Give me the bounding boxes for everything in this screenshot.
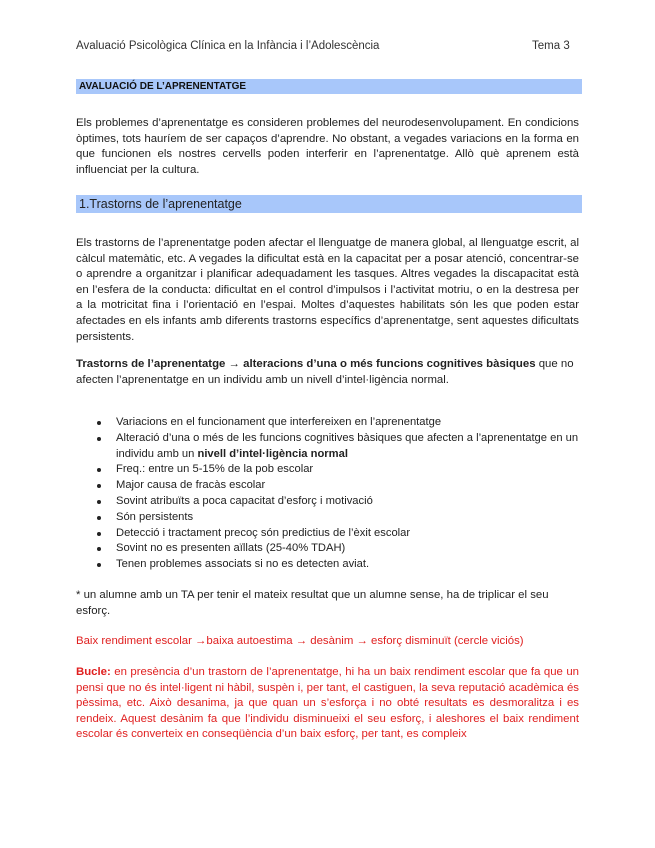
definition-paragraph xyxy=(76,357,579,388)
list-item: Tenen problemes associats si no es detecten aviat. xyxy=(116,557,616,573)
description-paragraph: Els trastorns de l’aprenentatge poden afectar el llenguatge de manera global, al llenguatge escrit, al càlcul matemàtic, etc. A vegades la dificultat està en la capacitat per a posar atenció, concentrar-se o aprendre a organitzar i planificar adequadament les tasques. Altres vegades la discapacitat està en l’esfera de la conducta: dificultat en el control d’impulsos i l’activitat motriu, o en la destresa per a la motricitat fina i l’orientació en l’espai. Moltes d’aquestes habilitats són les que poden estar afectades en els infants amb diferents trastorns específics d’aprenentatge, sent aquestes dificultats persistents. xyxy=(76,237,579,343)
header-topic: Tema 3 xyxy=(532,40,570,52)
list-item: Variacions en el funcionament que interfereixen en l’aprenentatge xyxy=(116,415,616,431)
list-item: Major causa de fracàs escolar xyxy=(116,478,616,494)
list-item: Sovint no es presenten aïllats (25-40% TDAH) xyxy=(116,541,616,557)
cycle-paragraph: Baix rendiment escolar →baixa autoestima → desànim → esforç disminuït (cercle viciós) xyxy=(76,635,524,647)
list-item: Sovint atribuïts a poca capacitat d’esforç i motivació xyxy=(116,494,616,510)
list-item: Alteració d’una o més de les funcions cognitives bàsiques que afecten a l’aprenentatge en un individu amb un nivell d’intel·ligència normal xyxy=(116,431,616,463)
subsection-title: 1.Trastorns de l’aprenentatge xyxy=(76,195,582,213)
definition-rest: que no afecten l’aprenentatge en un individu amb un nivell d’intel·ligència normal. xyxy=(76,358,574,386)
list-item: Freq.: entre un 5-15% de la pob escolar xyxy=(116,462,616,478)
list-item: Són persistents xyxy=(116,510,616,526)
section-title: AVALUACIÓ DE L’APRENENTATGE xyxy=(76,79,582,94)
bullet-list xyxy=(76,415,616,573)
intro-paragraph: Els problemes d’aprenentatge es consideren problemes del neurodesenvolupament. En condicions òptimes, tots hauríem de ser capaços d’aprendre. No obstant, a vegades variacions en la forma en que funcionen els nostres cervells poden interferir en l’aprenentatge. Allò què aprenem està influenciat per la cultura. xyxy=(76,117,579,176)
page-header xyxy=(76,40,579,52)
list-item: Detecció i tractament precoç són predictius de l’èxit escolar xyxy=(116,526,616,542)
note-paragraph: * un alumne amb un TA per tenir el mateix resultat que un alumne sense, ha de triplicar el seu esforç. xyxy=(76,589,549,617)
loop-label: Bucle: xyxy=(76,666,111,678)
definition-bold: Trastorns de l’aprenentatge → alteracions d’una o més funcions cognitives bàsiques xyxy=(76,358,536,370)
loop-paragraph xyxy=(76,665,579,743)
header-subject: Avaluació Psicològica Clínica en la Infància i l’Adolescència xyxy=(76,40,380,52)
loop-text: en presència d’un trastorn de l’aprenentatge, hi ha un baix rendiment escolar que fa que un pensi que no és intel·ligent ni hàbil, suspèn i, per tant, el castiguen, la seva reputació acadèmica és pèssima, etc. Això desanima, ja que quan un s’esforça i no obté resultats es desmoralitza i es rendeix. Aquest desànim fa que l’individu disminueixi el seu esforç, i aleshores el baix rendiment escolar és converteix en conseqüència d’un baix esforç, per tant, es compleix xyxy=(76,666,579,741)
